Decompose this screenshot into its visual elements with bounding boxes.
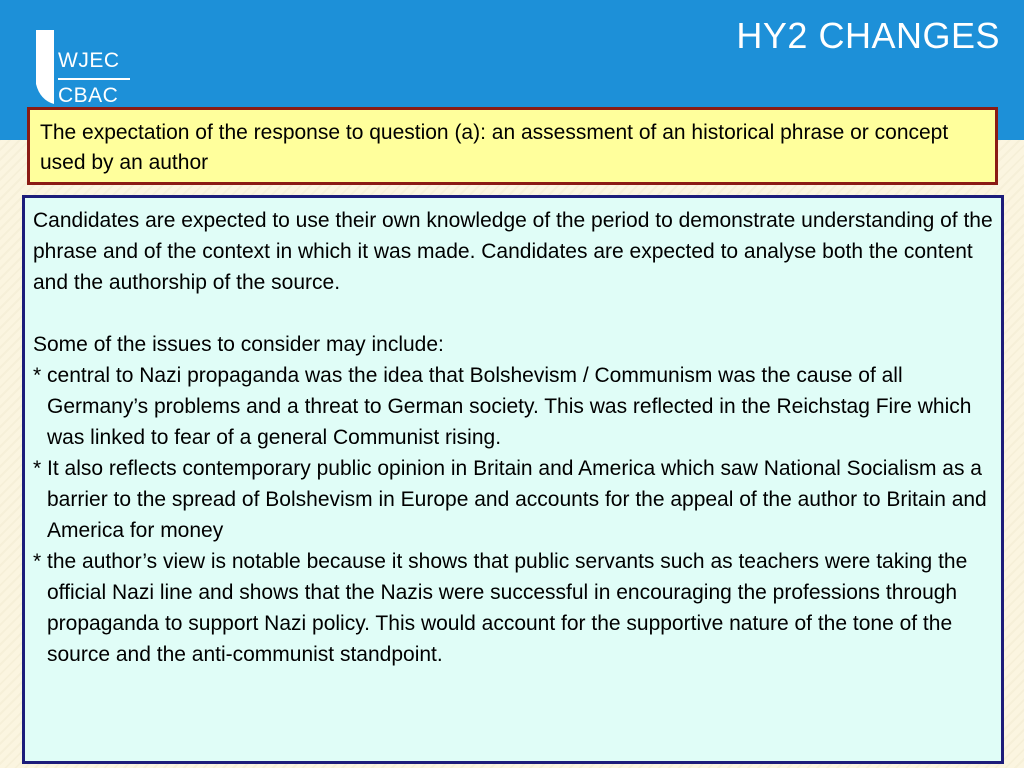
bullet-text: the author’s view is notable because it shows that public servants such as teachers were taking the official Nazi line and shows that the Nazis were successful in encouraging the professions through propaganda to support Nazi policy. This would account for the supportive nature of the tone of the source and the anti-communist standpoint.	[41, 550, 968, 666]
intro-paragraph: Candidates are expected to use their own knowledge of the period to demonstrate understanding of the phrase and of the context in which it was made. Candidates are expected to analyse both the content and the authorship of the source.	[33, 209, 993, 294]
bullet-item-public-opinion	[33, 453, 1001, 546]
expectation-box	[27, 107, 998, 185]
logo-text-cbac: CBAC	[58, 84, 119, 107]
bullet-item-propaganda	[33, 360, 1001, 453]
bullet-text: It also reflects contemporary public opinion in Britain and America which saw National Socialism as a barrier to the spread of Bolshevism in Europe and accounts for the appeal of the author to Britain and America for money	[41, 457, 987, 542]
bullet-item-authors-view	[33, 546, 1001, 670]
slide-title: HY2 CHANGES	[736, 15, 1000, 56]
bullet-marker: *	[33, 364, 42, 387]
bullet-marker: *	[33, 457, 42, 480]
expectation-text: The expectation of the response to question (a): an assessment of an historical phrase or concept used by an author	[40, 121, 949, 174]
paragraph-spacer	[33, 298, 1001, 329]
issues-heading: Some of the issues to consider may include:	[33, 333, 444, 356]
wjec-cbac-logo	[36, 30, 132, 107]
content-box	[22, 195, 1004, 764]
bullet-text: central to Nazi propaganda was the idea that Bolshevism / Communism was the cause of all Germany’s problems and a threat to German society. This was reflected in the Reichstag Fire which was linked to fear of a general Communist rising.	[41, 364, 972, 449]
logo-text-wjec: WJEC	[58, 49, 120, 72]
bullet-marker: *	[33, 550, 42, 573]
logo-divider	[58, 78, 130, 80]
